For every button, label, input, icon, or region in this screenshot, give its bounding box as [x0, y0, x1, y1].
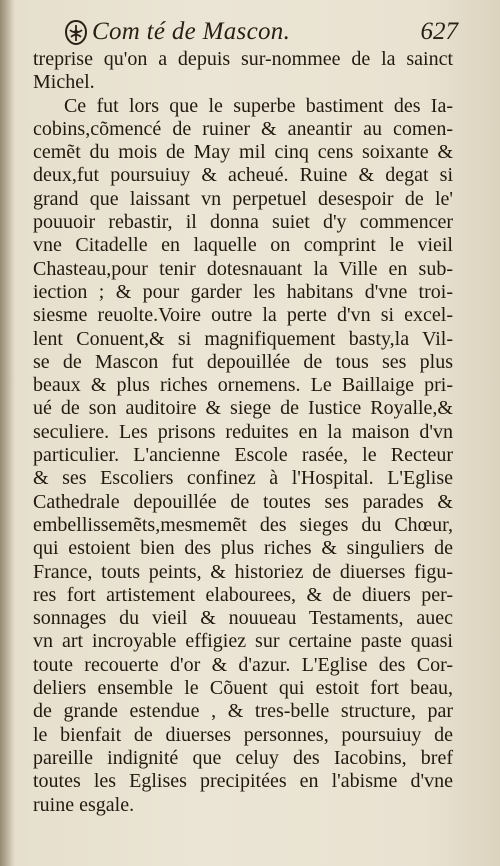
text-line: pareille indignité que celuy des Iacobins, bref: [33, 746, 453, 769]
text-line: France, touts peints, & historiez de diuerses figu-: [33, 560, 453, 583]
binding-shadow: [0, 0, 14, 866]
text-line: qui estoient bien des plus riches & singuliers de: [33, 537, 453, 560]
text-line: deux,fut poursuiuy & acheué. Ruine & degat si: [33, 164, 453, 187]
text-line: Michel.: [33, 71, 95, 94]
text-line: siesme reuolte.Voire outre la perte d'vn si excel-: [33, 304, 453, 327]
fleuron-ornament-icon: [62, 18, 90, 48]
body-text: [33, 48, 453, 817]
text-line: particulier. L'ancienne Escole rasée, le Recteur: [33, 444, 453, 467]
text-line: ué de son auditoire & siege de Iustice Royalle,&: [33, 397, 453, 420]
text-line: grand que laissant vn perpetuel desespoir de le': [33, 187, 453, 210]
text-line: iection ; & pour garder les habitans d'vne troi-: [33, 280, 453, 303]
text-line: lent Conuent,& si magnifiquement basty,la Vil-: [33, 327, 453, 350]
text-line: beaux & plus riches ornemens. Le Baillaige pri-: [33, 374, 453, 397]
text-line: Cathedrale depouillée de toutes ses parades &: [33, 490, 453, 513]
page-number: 627: [420, 18, 458, 45]
text-line: vne Citadelle en laquelle on comprint le vieil: [33, 234, 453, 257]
text-line: toute recouerte d'or & d'azur. L'Eglise des Cor-: [33, 653, 453, 676]
text-line: vn art incroyable effigiez sur certaine paste quasi: [33, 630, 453, 653]
text-line: sonnages du vieil & nouueau Testaments, auec: [33, 607, 453, 630]
text-line: de grande estendue , & tres-belle structure, par: [33, 700, 453, 723]
running-title: Com té de Mascon.: [92, 18, 291, 45]
text-line: ruine esgale.: [33, 793, 135, 816]
text-line: & ses Escoliers confinez à l'Hospital. L'Eglise: [33, 467, 453, 490]
text-line: Ce fut lors que le superbe bastiment des Ia-: [33, 94, 453, 117]
text-line: toutes les Eglises precipitées en l'abisme d'vne: [33, 770, 453, 793]
text-line: Chasteau,pour tenir dotesnauant la Ville en sub-: [33, 257, 453, 280]
text-line: res fort artistement elabourees, & de diuers per-: [33, 583, 453, 606]
text-line: le bienfait de diuerses personnes, poursuiuy de: [33, 723, 453, 746]
text-line: embellissemẽts,mesmemẽt des sieges du Chœur,: [33, 513, 453, 536]
text-line: pouuoir rebastir, il donna suiet d'y commencer: [33, 211, 453, 234]
text-line: treprise qu'on a depuis sur-nommee de la sainct: [33, 48, 453, 70]
text-line: deliers ensemble le Cõuent qui estoit fort beau,: [33, 677, 453, 700]
text-line: cobins,cõmencé de ruiner & aneantir au comen-: [33, 117, 453, 140]
text-line: se de Mascon fut depouillée de tous ses plus: [33, 350, 453, 373]
text-line: cemẽt du mois de May mil cinq cens soixante &: [33, 141, 453, 164]
text-line: seculiere. Les prisons reduites en la maison d'vn: [33, 420, 453, 443]
page-header: [62, 16, 458, 52]
